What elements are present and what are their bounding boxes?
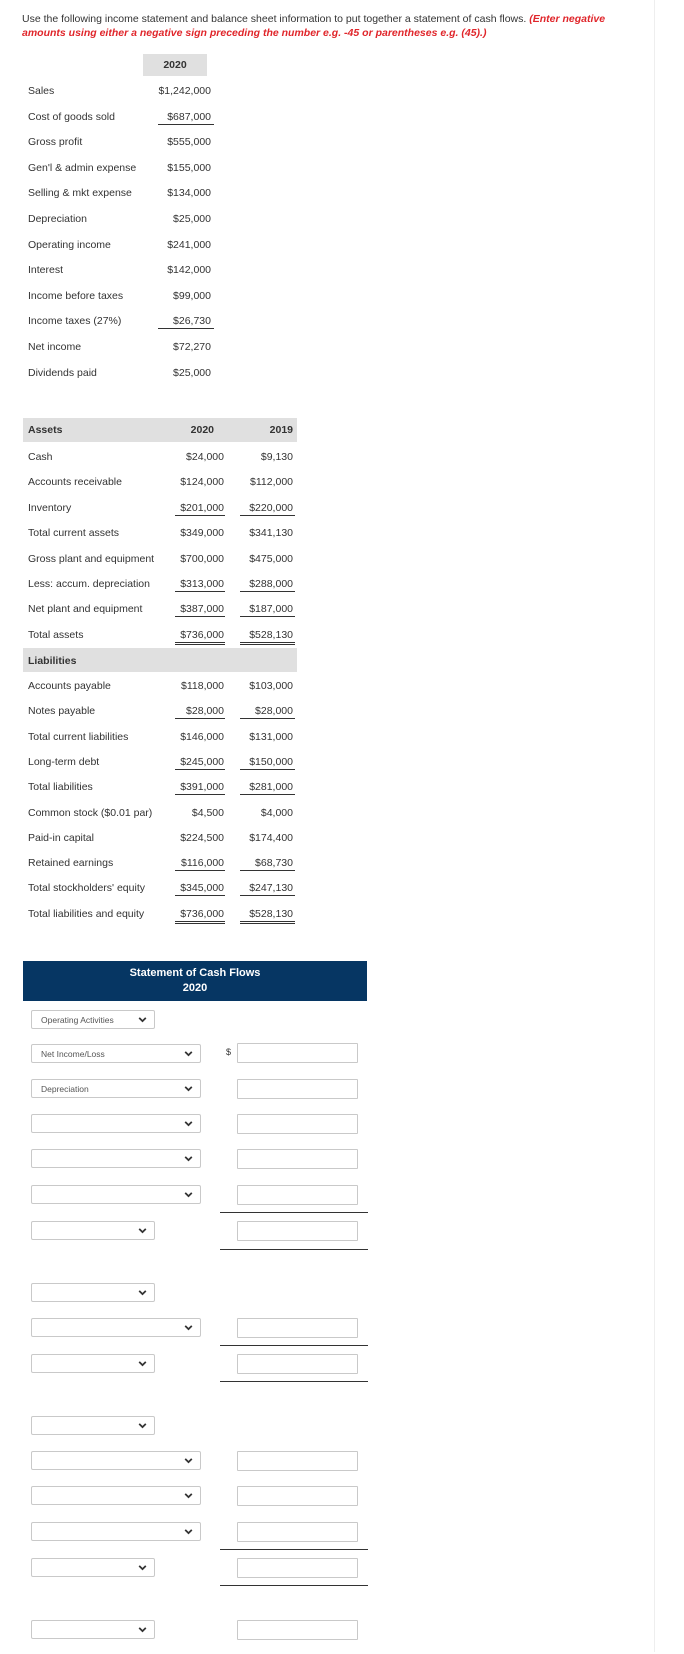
- net-income-input[interactable]: [237, 1043, 358, 1063]
- cash-flow-title: Statement of Cash Flows: [129, 967, 261, 979]
- total-rule: [220, 1212, 368, 1213]
- income-row-label: Gross profit: [28, 136, 83, 148]
- instructions-text: Use the following income statement and balance sheet information to put together a statement of cash flows.: [22, 13, 530, 25]
- line-item-select[interactable]: [31, 1354, 155, 1373]
- income-row-label: Interest: [28, 264, 64, 276]
- income-row-value: $241,000: [167, 239, 211, 251]
- underline-2019: [240, 616, 295, 617]
- underline-2020: [175, 895, 225, 896]
- bs-value-2020: $201,000: [180, 502, 224, 514]
- total-rule: [220, 1549, 368, 1550]
- underline-2019: [240, 870, 295, 871]
- bs-row-label: Cash: [28, 451, 53, 463]
- income-row-value: $155,000: [167, 162, 211, 174]
- instructions-emphasis: (Enter negative amounts using either a negative sign preceding the number e.g. -45 or parentheses e.g. (45).): [22, 13, 606, 39]
- chevron-down-icon: [183, 1153, 194, 1164]
- bs-value-2020: $736,000: [180, 908, 224, 920]
- underline-2020: [175, 870, 225, 871]
- bs-value-2019: $150,000: [249, 756, 293, 768]
- bs-value-2019: $131,000: [249, 731, 293, 743]
- bs-value-2019: $528,130: [249, 629, 293, 641]
- bs-value-2020: $124,000: [180, 476, 224, 488]
- underline-2019: [240, 769, 295, 770]
- bs-value-2020: $391,000: [180, 781, 224, 793]
- bs-value-2020: $146,000: [180, 731, 224, 743]
- chevron-down-icon: [137, 1287, 148, 1298]
- amount-input[interactable]: [237, 1486, 358, 1506]
- bs-row-label: Less: accum. depreciation: [28, 578, 150, 590]
- amount-input[interactable]: [237, 1354, 358, 1374]
- line-item-select[interactable]: [31, 1558, 155, 1577]
- bs-value-2020: $28,000: [186, 705, 224, 717]
- double-underline-2019: [240, 921, 295, 924]
- bs-value-2020: $224,500: [180, 832, 224, 844]
- bs-value-2019: $9,130: [260, 451, 293, 463]
- dollar-sign: $: [226, 1047, 232, 1057]
- year-2020-header: 2020: [190, 424, 214, 436]
- underline-2020: [175, 591, 225, 592]
- income-row-value: $26,730: [173, 315, 211, 327]
- double-underline-2020: [175, 642, 225, 645]
- underline-2020: [175, 718, 225, 719]
- underline-2019: [240, 794, 295, 795]
- income-row-label: Selling & mkt expense: [28, 187, 132, 199]
- income-row-label: Gen'l & admin expense: [28, 162, 137, 174]
- line-item-select[interactable]: [31, 1620, 155, 1639]
- bs-value-2019: $112,000: [249, 476, 293, 488]
- amount-input[interactable]: [237, 1558, 358, 1578]
- income-row-value: $25,000: [173, 367, 211, 379]
- chevron-down-icon: [137, 1014, 148, 1025]
- bs-row-label: Total liabilities: [28, 781, 93, 793]
- bs-value-2020: $245,000: [180, 756, 224, 768]
- total-rule: [220, 1345, 368, 1346]
- bs-row-label: Total current assets: [28, 527, 120, 539]
- income-row-value: $134,000: [167, 187, 211, 199]
- bs-value-2020: $313,000: [180, 578, 224, 590]
- bs-row-label: Accounts receivable: [28, 476, 122, 488]
- bs-row-label: Retained earnings: [28, 857, 114, 869]
- income-row-value: $99,000: [173, 290, 211, 302]
- income-statement-year: 2020: [163, 59, 187, 71]
- double-underline-2019: [240, 642, 295, 645]
- income-row-value: $25,000: [173, 213, 211, 225]
- underline-2019: [240, 591, 295, 592]
- amount-input[interactable]: [237, 1620, 358, 1640]
- line-item-select[interactable]: [31, 1486, 201, 1505]
- bs-row-label: Paid-in capital: [28, 832, 94, 844]
- line-item-select[interactable]: [31, 1416, 155, 1435]
- income-row-value: $142,000: [167, 264, 211, 276]
- underline-2020: [175, 769, 225, 770]
- bs-row-label: Total liabilities and equity: [28, 908, 145, 920]
- bs-value-2019: $341,130: [249, 527, 293, 539]
- assets-header: Assets: [28, 424, 63, 436]
- amount-input[interactable]: [237, 1221, 358, 1241]
- underline-2020: [175, 515, 225, 516]
- line-item-select-value: Depreciation: [41, 1084, 89, 1094]
- income-row-value: $555,000: [167, 136, 211, 148]
- underline-2020: [175, 616, 225, 617]
- bs-value-2020: $700,000: [180, 553, 224, 565]
- bs-row-label: Gross plant and equipment: [28, 553, 155, 565]
- bs-value-2019: $247,130: [249, 882, 293, 894]
- bs-value-2020: $345,000: [180, 882, 224, 894]
- line-item-select[interactable]: [31, 1318, 201, 1337]
- chevron-down-icon: [183, 1118, 194, 1129]
- amount-input[interactable]: [237, 1114, 358, 1134]
- line-item-select-value: Net Income/Loss: [41, 1049, 105, 1059]
- underline: [158, 328, 214, 329]
- line-item-select[interactable]: [31, 1149, 201, 1168]
- chevron-down-icon: [183, 1048, 194, 1059]
- bs-value-2019: $187,000: [249, 603, 293, 615]
- instructions: [22, 12, 642, 40]
- bs-value-2019: $475,000: [249, 553, 293, 565]
- bs-value-2019: $528,130: [249, 908, 293, 920]
- underline: [158, 124, 214, 125]
- bs-value-2019: $68,730: [255, 857, 293, 869]
- underline-2020: [175, 794, 225, 795]
- income-row-value: $687,000: [167, 111, 211, 123]
- underline-2019: [240, 895, 295, 896]
- bs-row-label: Accounts payable: [28, 680, 111, 692]
- bs-row-label: Net plant and equipment: [28, 603, 143, 615]
- bs-row-label: Total current liabilities: [28, 731, 129, 743]
- amount-input[interactable]: [237, 1149, 358, 1169]
- line-item-select[interactable]: [31, 1451, 201, 1470]
- amount-input[interactable]: [237, 1522, 358, 1542]
- bs-value-2020: $24,000: [186, 451, 224, 463]
- income-row-label: Depreciation: [28, 213, 87, 225]
- chevron-down-icon: [183, 1455, 194, 1466]
- income-row-label: Operating income: [28, 239, 111, 251]
- bs-row-label: Inventory: [28, 502, 72, 514]
- bs-value-2020: $4,500: [191, 807, 224, 819]
- line-item-select[interactable]: [31, 1185, 201, 1204]
- bs-value-2020: $736,000: [180, 629, 224, 641]
- total-rule: [220, 1249, 368, 1250]
- line-item-select[interactable]: [31, 1221, 155, 1240]
- underline-2019: [240, 718, 295, 719]
- depreciation-select[interactable]: [31, 1079, 201, 1098]
- bs-value-2019: $220,000: [249, 502, 293, 514]
- bs-value-2019: $174,400: [249, 832, 293, 844]
- income-row-label: Net income: [28, 341, 82, 353]
- bs-row-label: Total assets: [28, 629, 84, 641]
- bs-value-2020: $116,000: [180, 857, 224, 869]
- chevron-down-icon: [183, 1526, 194, 1537]
- total-rule: [220, 1381, 368, 1382]
- line-item-select[interactable]: [31, 1114, 201, 1133]
- section-select[interactable]: [31, 1010, 155, 1029]
- chevron-down-icon: [137, 1358, 148, 1369]
- section-select-value: Operating Activities: [41, 1015, 114, 1025]
- bs-value-2019: $288,000: [249, 578, 293, 590]
- bs-value-2019: $281,000: [249, 781, 293, 793]
- double-underline-2020: [175, 921, 225, 924]
- income-row-label: Income taxes (27%): [28, 315, 122, 327]
- bs-value-2019: $28,000: [255, 705, 293, 717]
- net-income-select[interactable]: [31, 1044, 201, 1063]
- amount-input[interactable]: [237, 1318, 358, 1338]
- bs-value-2019: $103,000: [249, 680, 293, 692]
- chevron-down-icon: [137, 1624, 148, 1635]
- bs-row-label: Long-term debt: [28, 756, 100, 768]
- depreciation-input[interactable]: [237, 1079, 358, 1099]
- income-row-value: $72,270: [173, 341, 211, 353]
- liabilities-header: Liabilities: [28, 655, 77, 667]
- chevron-down-icon: [137, 1420, 148, 1431]
- bs-value-2019: $4,000: [260, 807, 293, 819]
- amount-input[interactable]: [237, 1451, 358, 1471]
- bs-value-2020: $349,000: [180, 527, 224, 539]
- income-row-label: Income before taxes: [28, 290, 124, 302]
- year-2019-header: 2019: [269, 424, 293, 436]
- income-row-label: Sales: [28, 85, 55, 97]
- line-item-select[interactable]: [31, 1283, 155, 1302]
- cash-flow-header: [23, 961, 367, 1001]
- chevron-down-icon: [183, 1490, 194, 1501]
- chevron-down-icon: [137, 1225, 148, 1236]
- amount-input[interactable]: [237, 1185, 358, 1205]
- total-rule: [220, 1585, 368, 1586]
- line-item-select[interactable]: [31, 1522, 201, 1541]
- bs-value-2020: $118,000: [180, 680, 224, 692]
- chevron-down-icon: [183, 1189, 194, 1200]
- underline-2019: [240, 515, 295, 516]
- chevron-down-icon: [183, 1322, 194, 1333]
- income-row-label: Dividends paid: [28, 367, 97, 379]
- bs-row-label: Common stock ($0.01 par): [28, 807, 153, 819]
- bs-value-2020: $387,000: [180, 603, 224, 615]
- chevron-down-icon: [137, 1562, 148, 1573]
- bs-row-label: Total stockholders' equity: [28, 882, 145, 894]
- cash-flow-year: 2020: [182, 982, 208, 994]
- income-row-value: $1,242,000: [158, 85, 211, 97]
- income-row-label: Cost of goods sold: [28, 111, 115, 123]
- bs-row-label: Notes payable: [28, 705, 96, 717]
- chevron-down-icon: [183, 1083, 194, 1094]
